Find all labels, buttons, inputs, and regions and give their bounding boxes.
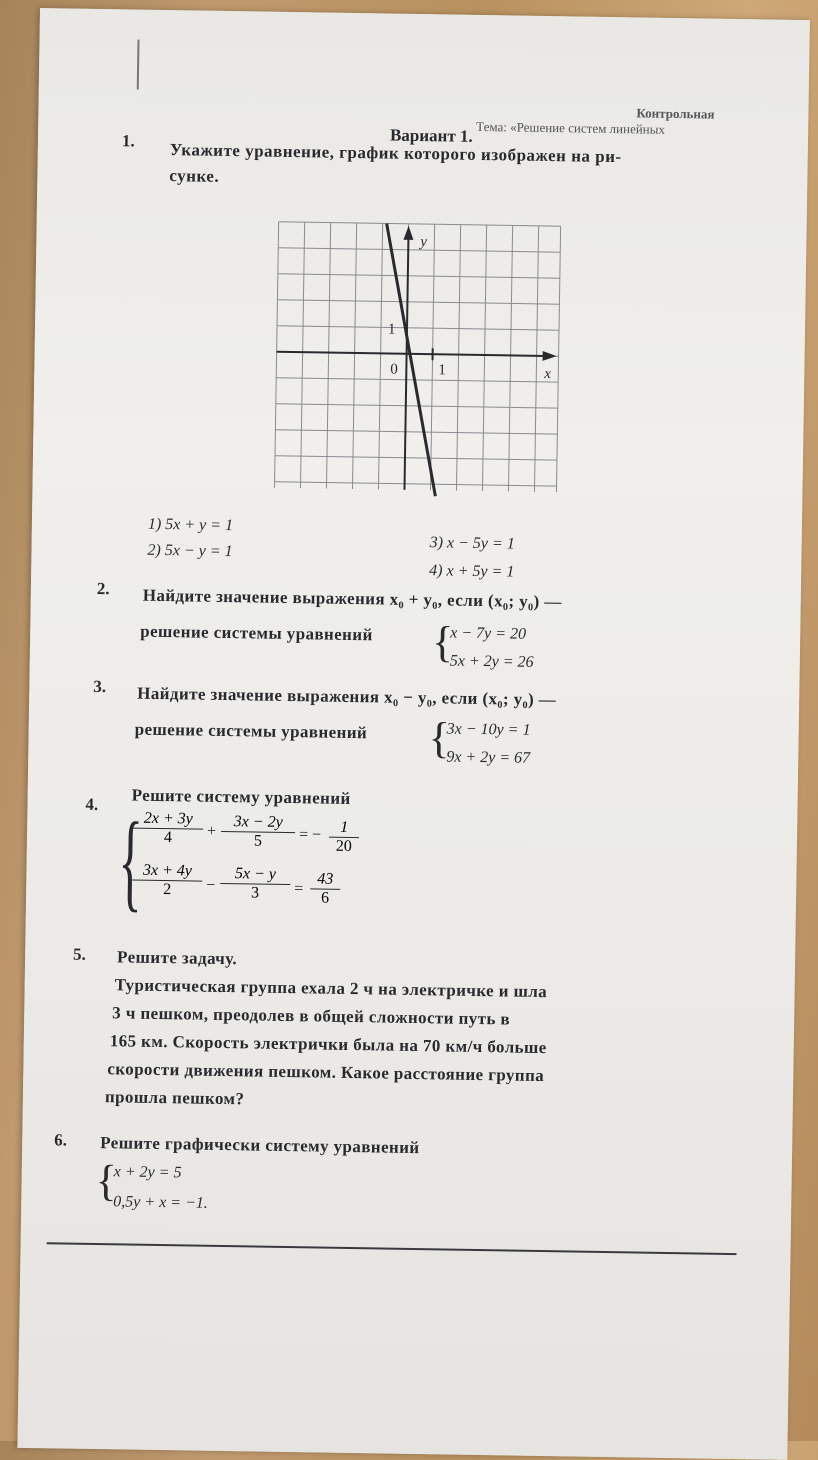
fraction-denominator: 2 [132,881,202,900]
x-axis [277,352,553,356]
fraction-denominator: 20 [329,838,359,856]
y-axis-arrow-icon [403,226,413,240]
y-tick-label: 1 [388,322,396,338]
system-brace: { [428,716,450,760]
task-number: 2. [97,579,110,599]
fraction [329,819,360,856]
task-number: 6. [54,1130,67,1150]
task-text: Укажите уравнение, график которого изображен на ри- [170,140,622,167]
x-tick-label: 1 [438,362,446,378]
fraction-numerator: 2x + 3y [133,810,203,830]
system-brace: { [95,1159,117,1203]
y-axis [404,232,408,490]
header-theme: Тема: «Решение систем линейных [476,119,665,138]
task-text: прошла пешком? [105,1087,245,1109]
task-text: 165 км. Скорость электрички была на 70 км/ч больше [110,1031,547,1058]
fraction-numerator: 5x − y [220,865,290,885]
system-equation: 0,5y + x = −1. [113,1193,208,1212]
bottom-divider [47,1242,737,1255]
fraction-numerator: 3x − 2y [221,813,295,833]
fraction-denominator: 3 [220,884,290,903]
fraction-numerator: 1 [329,819,359,838]
task-text: Туристическая группа ехала 2 ч на электричке и шла [115,975,548,1002]
task-number: 1. [122,131,135,151]
variant-title: Вариант 1. [390,126,473,147]
math-operator: = − [299,826,321,844]
task-text: скорости движения пешком. Какое расстояние группа [107,1059,544,1086]
task-number: 4. [85,795,98,815]
fraction [220,865,291,903]
fraction [132,862,203,900]
math-operator: − [206,877,215,895]
x-axis-label: x [543,366,551,382]
system-brace: { [118,805,143,915]
fraction [221,813,296,851]
graph-grid [274,222,560,492]
y-axis-label: y [418,234,427,250]
system-brace: { [432,620,454,664]
task-text: решение системы уравнений [135,720,368,744]
task-text: Решите задачу. [117,947,237,969]
task-number: 3. [93,677,106,697]
answer-option[interactable]: 1) 5x + y = 1 [148,516,233,535]
task-text: Найдите значение выражения x₀ + y₀, если (x₀; y₀) — [143,586,562,613]
fraction-denominator: 6 [310,889,340,907]
fraction [133,810,204,848]
fraction-denominator: 5 [221,832,295,851]
header-title-right: Контрольная [636,105,714,122]
function-graph [270,218,564,503]
answer-option[interactable]: 2) 5x − y = 1 [147,542,232,561]
task-text: решение системы уравнений [140,622,373,646]
x-axis-arrow-icon [543,351,557,361]
system-equation: x + 2y = 5 [114,1163,182,1182]
task-text: Решите систему уравнений [131,786,350,809]
answer-option[interactable]: 4) x + 5y = 1 [429,562,514,581]
math-operator: = [294,880,303,898]
margin-mark [137,40,140,90]
task-text: Найдите значение выражения x₀ − y₀, если (x₀; y₀) — [137,684,556,711]
task-text: Решите графически систему уравнений [100,1133,420,1158]
fraction [310,870,341,907]
math-operator: + [207,823,216,841]
origin-label: 0 [390,362,398,378]
answer-option[interactable]: 3) x − 5y = 1 [430,534,515,553]
fraction-numerator: 43 [310,870,340,889]
worksheet-paper [17,8,810,1460]
system-equation: 5x + 2y = 26 [450,653,534,672]
system-equation: 9x + 2y = 67 [446,748,530,767]
fraction-numerator: 3x + 4y [132,862,202,882]
system-equation: 3x − 10y = 1 [447,720,531,739]
system-equation: x − 7y = 20 [450,625,526,644]
fraction-denominator: 4 [133,829,203,848]
task-text: 3 ч пешком, преодолев в общей сложности путь в [112,1003,510,1029]
task-number: 5. [73,945,86,965]
task-text: сунке. [169,166,219,187]
